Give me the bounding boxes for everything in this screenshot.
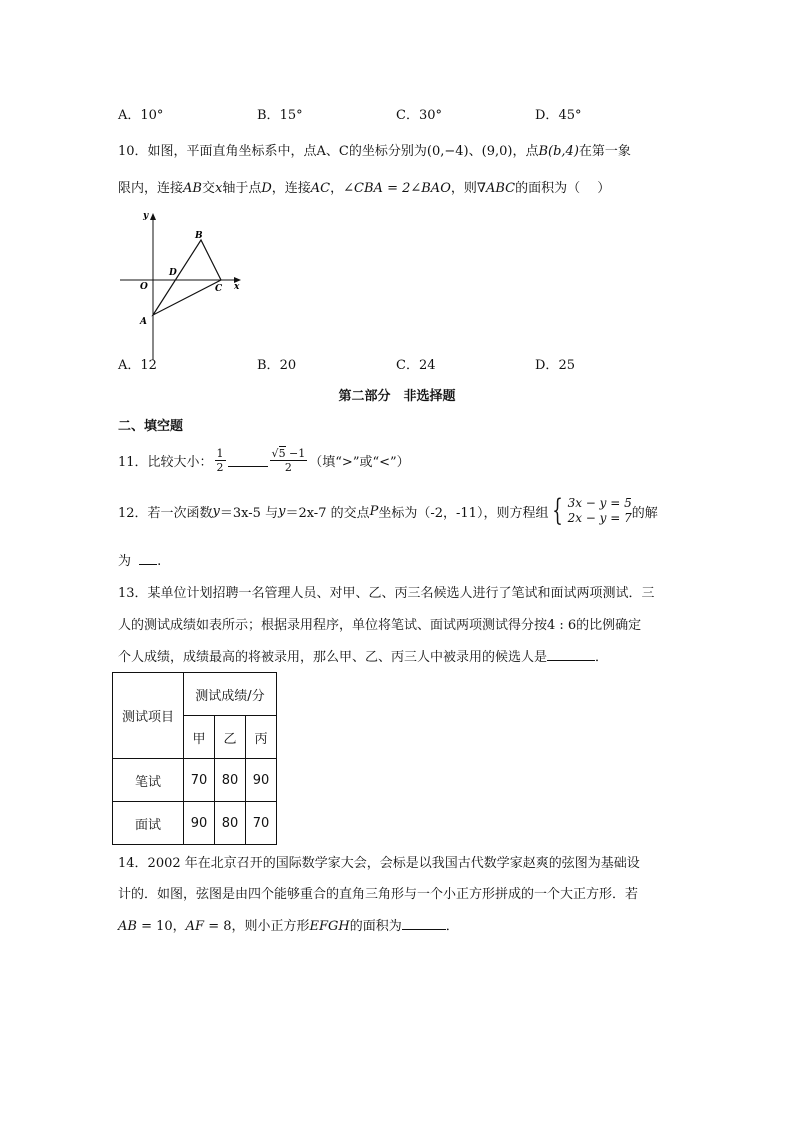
table-col-header: 丙: [246, 716, 277, 759]
q9-option-d[interactable]: D．45°: [535, 108, 582, 123]
triangle-abc: [153, 240, 221, 315]
table-cell: 80: [215, 802, 246, 845]
q10-line-1: 10．如图，平面直角坐标系中，点A、C的坐标分别为(0,−4)、(9,0)，点B(b,4)在第一象: [118, 144, 631, 159]
table-corner-cell: 测试项目: [113, 673, 184, 759]
table-group-header: 测试成绩/分: [184, 673, 277, 716]
q9-option-b[interactable]: B．15°: [257, 108, 303, 123]
table-header-row: [113, 673, 277, 716]
table-row-label: 面试: [113, 802, 184, 845]
label-o: O: [140, 282, 148, 292]
q11-fraction-half: $\frac{1}{2}$: [216, 447, 224, 474]
label-b: B: [195, 231, 203, 241]
q10-line-2: 限内，连接AB交x轴于点D，连接AC，∠CBA = 2∠BAO，则∇ABC的面积为（ ）: [118, 181, 611, 196]
table-cell: 70: [184, 759, 215, 802]
q13-line-2: 人的测试成绩如表所示；根据录用程序，单位将笔试、面试两项测试得分按4 : 6的比例确定: [118, 618, 642, 633]
q12-line-2: 为 .: [118, 554, 162, 569]
label-c: C: [215, 284, 223, 294]
q13-line-3: 个人成绩，成绩最高的将被录用，那么甲、乙、丙三人中被录用的候选人是 ．: [118, 650, 609, 665]
label-y: y: [143, 211, 149, 221]
q13-score-table: [112, 672, 277, 845]
q10-option-c[interactable]: C．24: [396, 358, 436, 373]
q12-answer-blank[interactable]: [139, 552, 157, 565]
q11-fraction-golden: $\frac{√5 -1}{2}$: [271, 447, 306, 474]
table-col-header: 甲: [184, 716, 215, 759]
q14-line-3: AB = 10，AF = 8，则小正方形EFGH的面积为 ．: [118, 919, 459, 934]
table-cell: 90: [184, 802, 215, 845]
table-cell: 80: [215, 759, 246, 802]
q9-option-a[interactable]: A．10°: [118, 108, 164, 123]
q13-answer-blank[interactable]: [547, 648, 595, 661]
q10-coordinate-figure: [115, 205, 255, 365]
q14-line-1: 14．2002 年在北京召开的国际数学家大会，会标是以我国古代数学家赵爽的弦图为基础设: [118, 856, 640, 871]
q14-line-2: 计的．如图，弦图是由四个能够重合的直角三角形与一个小正方形拼成的一个大正方形．若: [118, 887, 639, 902]
q12-equation-system: { 3x − y = 5 2x − y = 7: [552, 493, 632, 528]
q10-option-b[interactable]: B．20: [257, 358, 297, 373]
table-cell: 70: [246, 802, 277, 845]
y-axis-arrow: [150, 213, 156, 220]
q11-line: 11．比较大小： $\frac{1}{2}$ $\frac{√5 -1}{2}$ （填“>”或“<”）: [118, 447, 410, 474]
label-d: D: [169, 268, 177, 278]
label-a: A: [140, 317, 147, 327]
table-row: [113, 759, 277, 802]
q13-line-1: 13．某单位计划招聘一名管理人员、对甲、乙、丙三名候选人进行了笔试和面试两项测试．三: [118, 586, 655, 601]
q10-option-d[interactable]: D．25: [535, 358, 575, 373]
table-col-header: 乙: [215, 716, 246, 759]
q10-option-a[interactable]: A．12: [118, 358, 157, 373]
table-row-label: 笔试: [113, 759, 184, 802]
q14-answer-blank[interactable]: [402, 917, 446, 930]
part-two-title: 第二部分 非选择题: [338, 389, 456, 404]
q11-answer-blank[interactable]: [228, 454, 268, 467]
label-x: x: [234, 282, 240, 292]
q12-line-1: 12．若一次函数 y ＝3x-5 与 y ＝2x-7 的交点 P 坐标为（-2，-11），则方程组 { 3x − y = 5 2x − y = 7 的解: [118, 493, 658, 528]
q9-option-c[interactable]: C．30°: [396, 108, 442, 123]
fill-in-heading: 二、填空题: [118, 419, 184, 434]
table-row: [113, 802, 277, 845]
table-cell: 90: [246, 759, 277, 802]
